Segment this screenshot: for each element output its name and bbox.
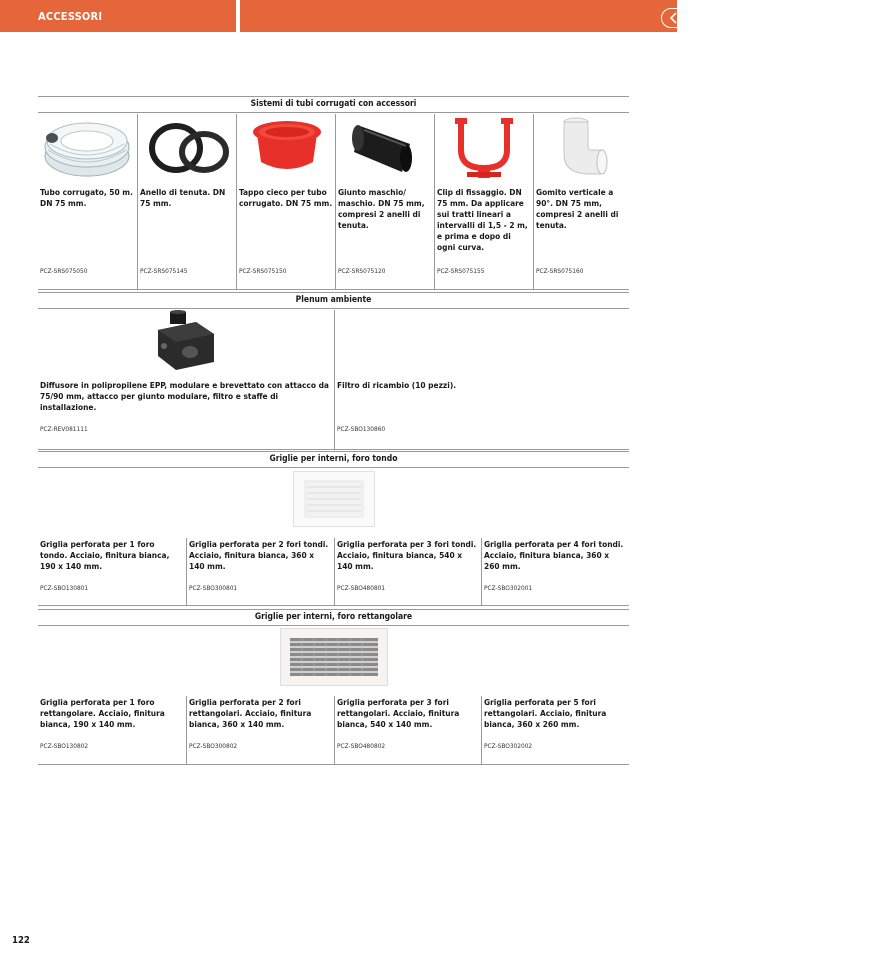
product-description: Griglia perforata per 1 foro tondo. Acciaio, finitura bianca, 190 x 140 mm.: [40, 539, 170, 571]
header-right: [240, 0, 864, 32]
product-cell: [334, 310, 629, 449]
product-cell: [481, 538, 629, 605]
product-cell: [533, 114, 629, 289]
product-description: Giunto maschio/ maschio. DN 75 mm, compresi 2 anelli di tenuta.: [338, 187, 425, 230]
product-description: Griglia perforata per 2 fori tondi. Acciaio, finitura bianca, 360 x 140 mm.: [189, 539, 329, 571]
product-code: PCZ-SBO302001: [484, 584, 533, 592]
product-code: PCZ-SBO480802: [337, 742, 386, 750]
section-title-rect: Griglie per interni, foro rettangolare: [38, 609, 629, 626]
product-cell: [38, 310, 334, 449]
sealing-ring-icon: [146, 118, 230, 176]
product-code: PCZ-SBO302002: [484, 742, 533, 750]
product-cell: [481, 696, 629, 764]
product-code: PCZ-SRS075160: [536, 267, 584, 275]
plenum-grid: [38, 310, 629, 450]
product-cell: [38, 114, 137, 289]
product-cell: [236, 114, 335, 289]
product-description: Griglia perforata per 4 fori tondi. Acciaio, finitura bianca, 360 x 260 mm.: [484, 539, 624, 571]
product-code: PCZ-SBO300802: [189, 742, 238, 750]
product-description: Filtro di ricambio (10 pezzi).: [337, 380, 457, 390]
fixing-clip-icon: [449, 116, 519, 180]
product-code: PCZ-SBO130801: [40, 584, 89, 592]
product-code: PCZ-SBO130860: [337, 425, 386, 433]
product-description: Griglia perforata per 2 fori rettangolari. Acciaio, finitura bianca, 360 x 140 mm.: [189, 697, 312, 729]
section-name: ACCESSORI: [38, 10, 103, 23]
product-description: Griglia perforata per 1 foro rettangolare. Acciaio, finitura bianca, 190 x 140 mm.: [40, 697, 165, 729]
product-description: Tappo cieco per tubo corrugato. DN 75 mm.: [239, 187, 333, 208]
round-grille-icon: [293, 471, 375, 527]
corrugated-tube-icon: [40, 116, 134, 178]
tubes-grid: [38, 114, 629, 290]
page-number: 122: [12, 935, 30, 946]
product-description: Gomito verticale a 90°. DN 75 mm, compresi 2 anelli di tenuta.: [536, 187, 619, 230]
blind-cap-icon: [251, 118, 323, 176]
product-code: PCZ-SRS075155: [437, 267, 485, 275]
product-code: PCZ-SRS075050: [40, 267, 88, 275]
product-cell: [186, 538, 334, 605]
header-bar: [0, 0, 864, 32]
product-cell: [137, 114, 236, 289]
section-title-plenum: Plenum ambiente: [38, 292, 629, 309]
product-cell: [334, 696, 481, 764]
round-grille-grid: [38, 538, 629, 606]
section-title-round: Griglie per interni, foro tondo: [38, 451, 629, 468]
product-description: Diffusore in polipropilene EPP, modulare e brevettato con attacco da 75/90 mm, attacco per giunto modulare, filtro e staffe di installazione.: [40, 380, 329, 412]
product-description: Griglia perforata per 5 fori rettangolari. Acciaio, finitura bianca, 360 x 260 mm.: [484, 697, 607, 729]
index-label: INDICE GENERALE: [764, 12, 864, 25]
product-code: PCZ-SBO300801: [189, 584, 238, 592]
product-description: Anello di tenuta. DN 75 mm.: [140, 187, 226, 208]
product-cell: [335, 114, 434, 289]
elbow-icon: [556, 116, 612, 180]
product-code: PCZ-SRS075145: [140, 267, 188, 275]
product-cell: [334, 538, 481, 605]
chevron-left-icon: [667, 11, 681, 25]
product-description: Tubo corrugato, 50 m. DN 75 mm.: [40, 187, 133, 208]
male-joint-icon: [348, 116, 424, 178]
section-tab: [0, 0, 236, 32]
product-code: PCZ-REV081111: [40, 425, 88, 433]
product-cell: [186, 696, 334, 764]
product-code: PCZ-SRS075150: [239, 267, 287, 275]
product-cell: [434, 114, 533, 289]
product-code: PCZ-SRS075120: [338, 267, 386, 275]
product-description: Clip di fissaggio. DN 75 mm. Da applicare sui tratti lineari a intervalli di 1,5 - 2 m, e prima e dopo di ogni curva.: [437, 187, 528, 252]
rect-grille-grid: [38, 696, 629, 765]
product-code: PCZ-SBO480801: [337, 584, 386, 592]
product-cell: [38, 538, 186, 605]
plenum-diffuser-icon: [150, 310, 222, 372]
product-description: Griglia perforata per 3 fori rettangolari. Acciaio, finitura bianca, 540 x 140 mm.: [337, 697, 460, 729]
index-button[interactable]: [661, 8, 871, 28]
product-cell: [38, 696, 186, 764]
rect-grille-icon: [280, 628, 388, 686]
section-title-tubes: Sistemi di tubi corrugati con accessori: [38, 96, 629, 113]
product-code: PCZ-SBO130802: [40, 742, 89, 750]
product-description: Griglia perforata per 3 fori tondi. Acciaio, finitura bianca, 540 x 140 mm.: [337, 539, 477, 571]
